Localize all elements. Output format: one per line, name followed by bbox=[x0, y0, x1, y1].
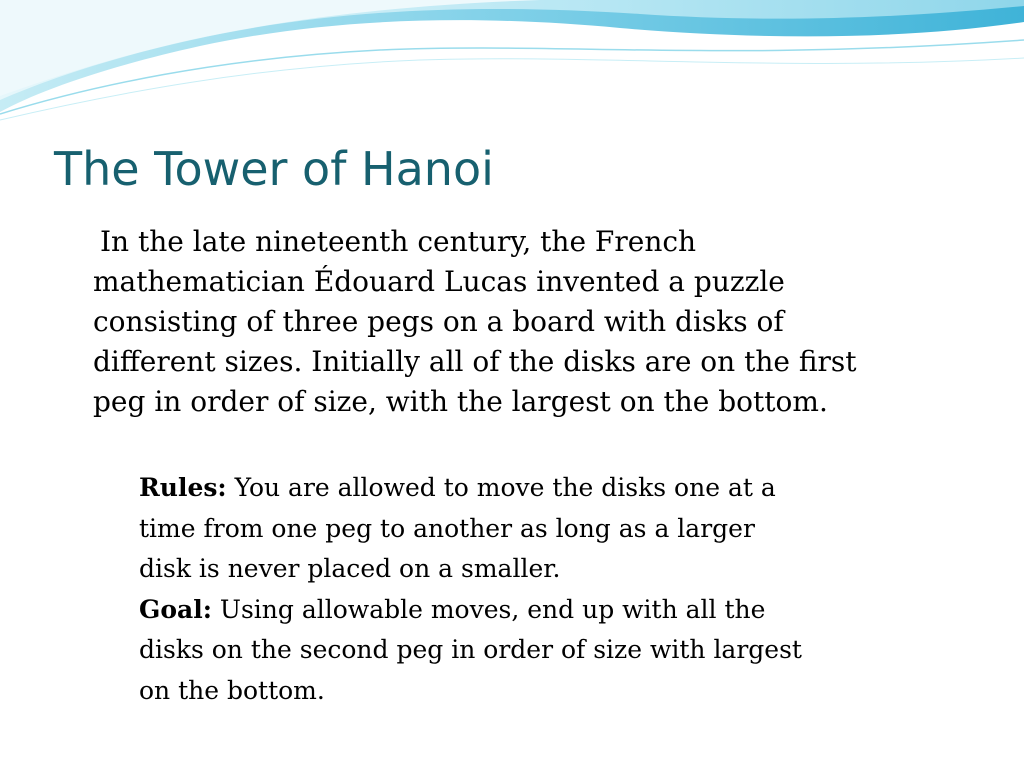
goal-paragraph bbox=[139, 590, 939, 712]
goal-line: disks on the second peg in order of size with largest bbox=[139, 635, 802, 664]
goal-line: Using allowable moves, end up with all the bbox=[219, 594, 766, 624]
goal-line: on the bottom. bbox=[139, 675, 325, 705]
rules-line: time from one peg to another as long as a larger bbox=[139, 513, 755, 543]
rules-label: Rules: bbox=[139, 473, 227, 502]
rules-line: You are allowed to move the disks one at a bbox=[234, 473, 776, 502]
intro-paragraph bbox=[93, 222, 973, 422]
goal-label: Goal: bbox=[139, 594, 212, 624]
rules-line: disk is never placed on a smaller. bbox=[139, 554, 561, 583]
intro-line: peg in order of size, with the largest on the bottom. bbox=[93, 385, 828, 418]
intro-line: In the late nineteenth century, the French bbox=[100, 225, 697, 258]
intro-line: consisting of three pegs on a board with disks of bbox=[93, 305, 784, 338]
decorative-wave-header bbox=[0, 0, 1024, 130]
slide-title: The Tower of Hanoi bbox=[54, 142, 494, 196]
rules-goal-block bbox=[139, 468, 939, 711]
intro-line: mathematician Édouard Lucas invented a puzzle bbox=[93, 265, 785, 298]
intro-line: different sizes. Initially all of the disks are on the first bbox=[93, 345, 857, 378]
rules-paragraph bbox=[139, 468, 939, 590]
